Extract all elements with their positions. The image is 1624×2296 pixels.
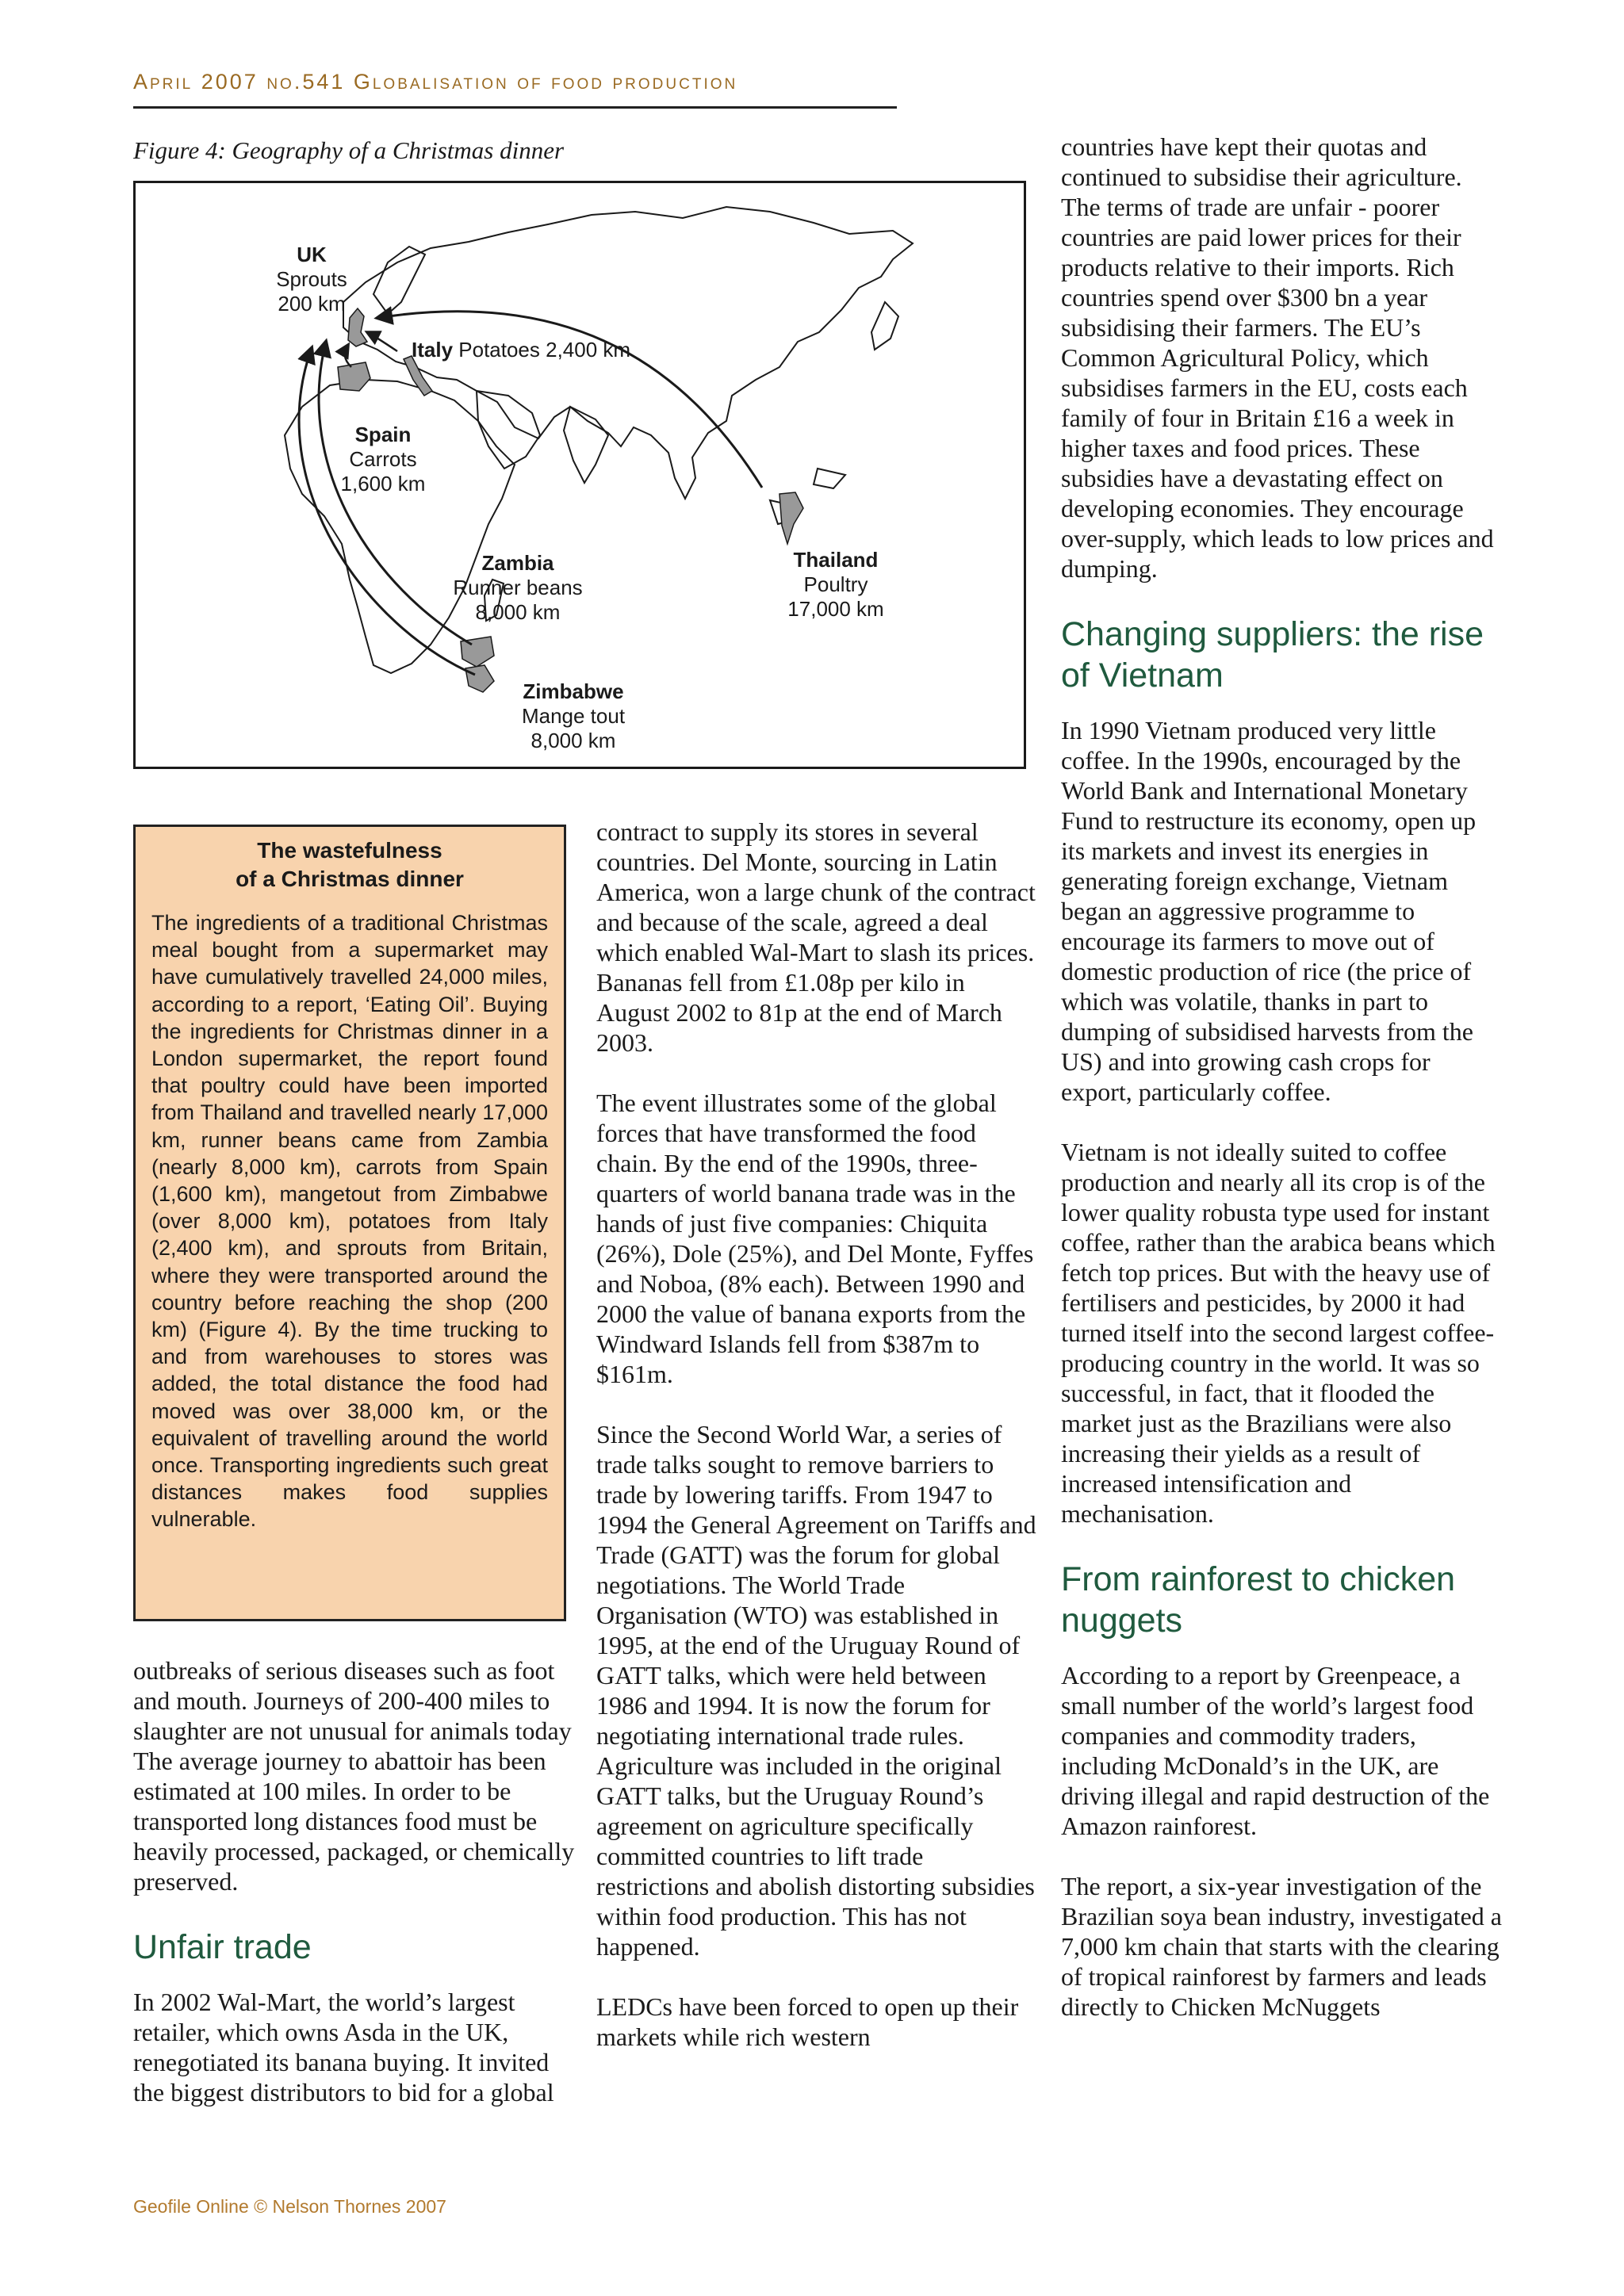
col3-paragraph-1: countries have kept their quotas and continued to subsidise their agriculture. The terms of trade are unfair - poorer countries are paid lower prices for their products relative to their imports. Rich countries spend over $300 bn a year subsidising their farmers. The EU’s Common Agricultural Policy, which subsidises farmers in the EU, costs each family of four in Britain £16 a week in higher taxes and food prices. These subsidies have a devastating effect on developing economies. They encourage over-supply, which leads to low prices and dumping.: [1061, 132, 1494, 583]
col2-paragraph-2: The event illustrates some of the global forces that have transformed the food chain. By the end of the 1990s, three-quarters of world banana trade was in the hands of just five companies: Chiquita (26%), Dole (25%), and Del Monte, Fyffes and Noboa, (8% each). Between 1990 and 2000 the value of banana exports from the Windward Islands fell from $387m to $161m.: [596, 1089, 1034, 1388]
col2-paragraph-4: LEDCs have been forced to open up their markets while rich western: [596, 1992, 1019, 2051]
column-3: [1061, 132, 1505, 2022]
route-spain-uk: [345, 345, 351, 367]
box-body: The ingredients of a traditional Christmas meal bought from a supermarket may have cumulatively travelled 24,000 miles, according to a report, ‘Eating Oil’. Buying the ingredients for Christmas dinner in a London supermarket, the report found that poultry could have been imported from Thailand and travelled nearly 17,000 km, runner beans came from Zambia (nearly 8,000 km), carrots from Spain (1,600 km), mangetout from Zimbabwe (over 8,000 km), potatoes from Italy (2,400 km), and sprouts from Britain, where they were transported around the country before reaching the shop (200 km) (Figure 4). By the time trucking to and from warehouses to stores was added, the total distance the food had moved was over 38,000 km, or the equivalent of travelling around the world once. Transporting ingredients such great distances makes food supplies vulnerable.: [151, 911, 548, 1532]
col1-paragraph-2: In 2002 Wal-Mart, the world’s largest retailer, which owns Asda in the UK, renegotiated its banana buying. It invited the biggest distributors to bid for a global: [133, 1988, 554, 2107]
column-2: [596, 817, 1036, 2052]
label-zimbabwe: [502, 679, 645, 753]
label-uk-distance: 200 km: [278, 292, 346, 316]
label-spain-distance: 1,600 km: [340, 472, 426, 496]
route-italy-uk: [367, 332, 397, 351]
col3-paragraph-4: According to a report by Greenpeace, a small number of the world’s largest food companies and commodity traders, including McDonald’s in the UK, are driving illegal and rapid destruction of the Amazon rainforest.: [1061, 1661, 1490, 1840]
col3-paragraph-2: In 1990 Vietnam produced very little coffee. In the 1990s, encouraged by the World Bank and International Monetary Fund to restructure its economy, open up its markets and invest its energies in generating foreign exchange, Vietnam began an aggressive programme to encourage its farmers to move out of domestic production of rice (the price of which was volatile, thanks in part to dumping of subsidised harvests from the US) and into growing cash crops for export, particularly coffee.: [1061, 716, 1477, 1106]
column-1-lower: [133, 1655, 577, 2107]
heading-rise-of-vietnam: Changing suppliers: the rise of Vietnam: [1061, 615, 1484, 695]
label-italy-country: Italy: [412, 338, 454, 362]
label-uk: [261, 243, 362, 316]
spain-shape: [338, 362, 370, 391]
col2-paragraph-3: Since the Second World War, a series of trade talks sought to remove barriers to trade by lowering tariffs. From 1947 to 1994 the General Agreement on Tariffs and Trade (GATT) was the forum for global negotiations. The World Trade Organisation (WTO) was established in 1995, at the end of the Uruguay Round of GATT talks, which were held between 1986 and 1994. It is now the forum for negotiating international trade rules. Agriculture was included in the original GATT talks, but the Uruguay Round’s agreement on agriculture specifically committed countries to lift trade restrictions and abolish distorting subsidies within food production. This has not happened.: [596, 1420, 1036, 1961]
india-outline: [564, 407, 608, 483]
japan-outline: [871, 302, 898, 350]
box-title: [151, 836, 548, 894]
heading-rainforest-nuggets: From rainforest to chicken nuggets: [1061, 1560, 1456, 1640]
header-rule: [133, 106, 897, 109]
label-italy: [412, 338, 630, 362]
arabia-outline: [477, 391, 540, 469]
figure-caption: Figure 4: Geography of a Christmas dinner: [133, 136, 565, 164]
label-italy-detail: Potatoes 2,400 km: [458, 338, 631, 362]
zimbabwe-shape: [465, 665, 494, 692]
col1-paragraph-1: outbreaks of serious diseases such as foot and mouth. Journeys of 200-400 miles to slaughter are not unusual for animals today The average journey to abattoir has been estimated at 100 miles. In order to be transported long distances food must be heavily processed, packaged, or chemically preserved.: [133, 1656, 575, 1896]
footer-copyright: Geofile Online © Nelson Thornes 2007: [133, 2196, 446, 2217]
label-spain-item: Carrots: [349, 447, 417, 471]
label-spain-country: Spain: [354, 423, 412, 446]
box-title-line1: The wastefulness: [257, 838, 442, 863]
label-uk-country: UK: [297, 243, 327, 266]
label-thailand-item: Poultry: [803, 572, 868, 596]
col3-paragraph-3: Vietnam is not ideally suited to coffee production and nearly all its crop is of the lower quality robusta type used for instant coffee, rather than the arabica beans which fetch top prices. But with the heavy use of fertilisers and pesticides, by 2000 it had turned itself into the second largest coffee-producing country in the world. It was so successful, in fact, that it flooded the market just as the Brazilians were also increasing their yields as a result of increased intensification and mechanisation.: [1061, 1138, 1496, 1528]
running-header: April 2007 no.541 Globalisation of food production: [133, 70, 738, 94]
label-zambia-country: Zambia: [481, 551, 554, 575]
col2-paragraph-1: contract to supply its stores in several countries. Del Monte, sourcing in Latin America, won a large chunk of the contract and because of the scale, agreed a deal which enabled Wal-Mart to slash its prices. Bananas fell from £1.08p per kilo in August 2002 to 81p at the end of March 2003.: [596, 817, 1036, 1057]
label-zambia-item: Runner beans: [453, 576, 583, 599]
christmas-dinner-map: [133, 181, 1026, 769]
label-zimbabwe-item: Mange tout: [521, 704, 626, 728]
label-zambia-distance: 8,000 km: [475, 600, 561, 624]
label-thailand-country: Thailand: [793, 548, 879, 572]
label-thailand: [776, 548, 895, 622]
wastefulness-sidebar-box: [133, 825, 566, 1621]
scandinavia-outline: [373, 247, 425, 314]
thailand-shape: [779, 492, 803, 544]
label-zambia: [439, 551, 597, 625]
label-uk-item: Sprouts: [276, 267, 347, 291]
heading-unfair-trade: Unfair trade: [133, 1928, 312, 1966]
box-title-line2: of a Christmas dinner: [236, 867, 464, 891]
label-thailand-distance: 17,000 km: [787, 597, 884, 621]
col3-paragraph-5: The report, a six-year investigation of the Brazilian soya bean industry, investigated a 7,000 km chain that starts with the clearing of tropical rainforest by farmers and leads directly to Chicken McNuggets: [1061, 1872, 1502, 2021]
label-spain: [327, 423, 439, 496]
label-zimbabwe-country: Zimbabwe: [523, 679, 624, 703]
label-zimbabwe-distance: 8,000 km: [530, 729, 616, 752]
route-zimbabwe-uk: [299, 348, 475, 675]
